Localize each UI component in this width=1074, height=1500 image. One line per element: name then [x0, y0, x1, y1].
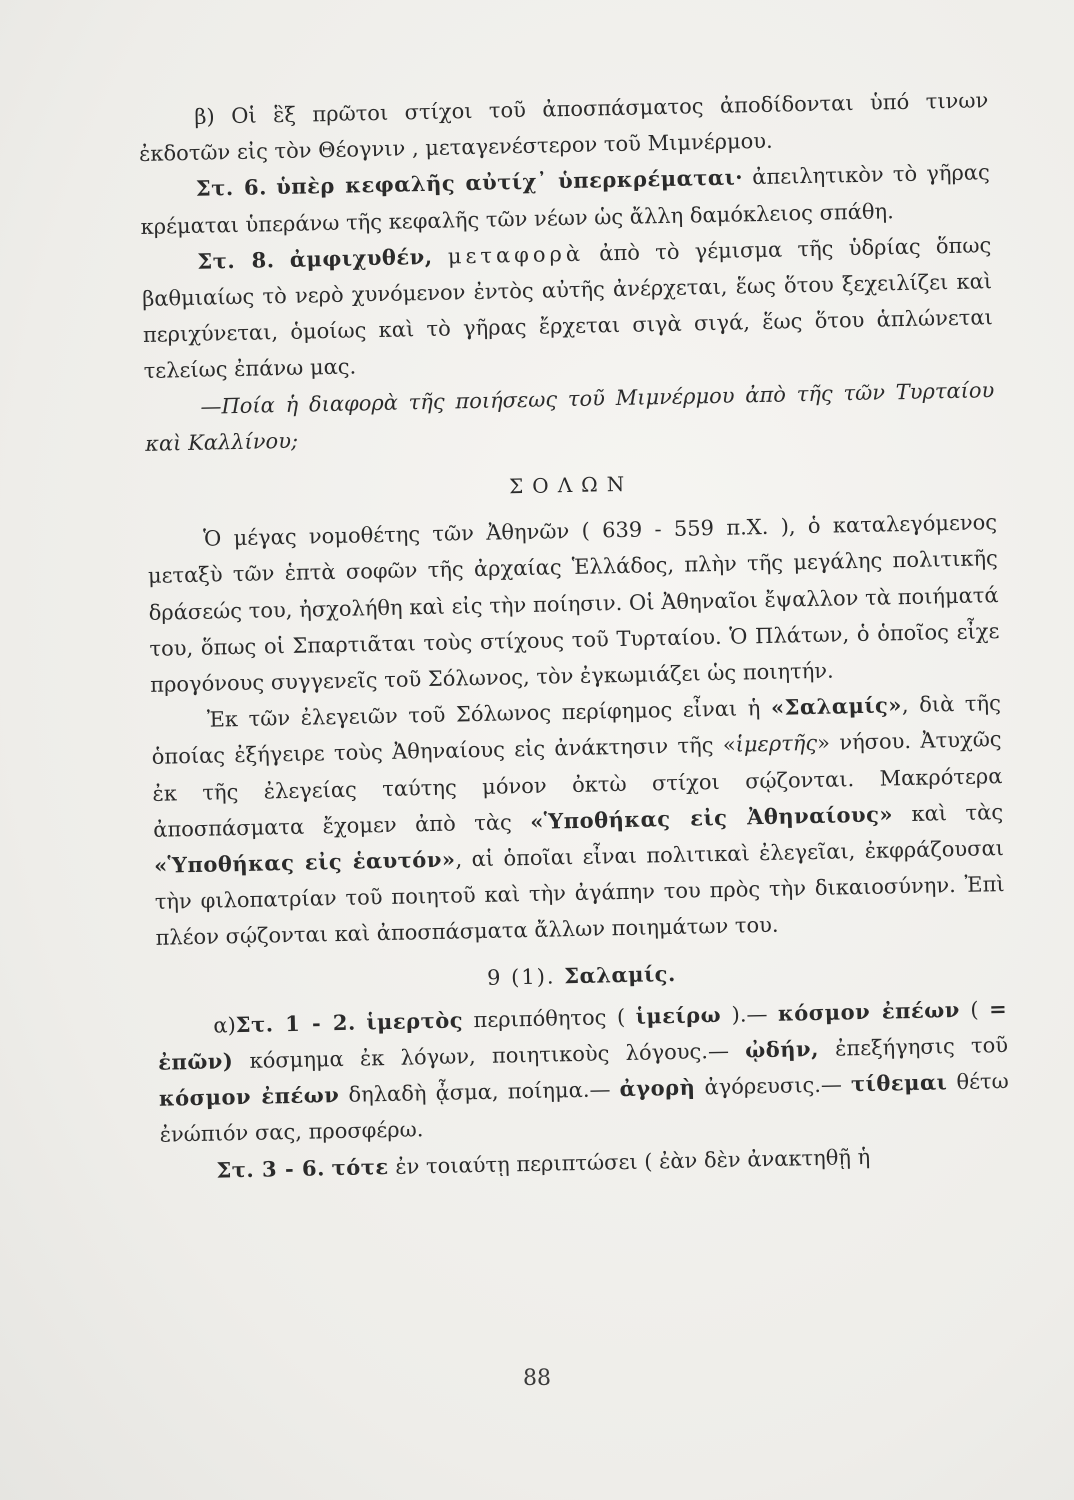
elegies-text-a: Ἐκ τῶν ἐλεγειῶν τοῦ Σόλωνος περίφημος εἶναι ἡ: [206, 696, 761, 732]
title-hypothekai-self: «Ὑποθήκας εἰς ἑαυτόν»: [153, 846, 456, 878]
question-text: —Ποία ἡ διαφορὰ τῆς ποιήσεως τοῦ Μιμνέρμου ἀπὸ τῆς τῶν Τυρταίου καὶ Καλλίνου;: [144, 377, 995, 456]
paragraph-line-8: [141, 227, 994, 390]
lemma: τίθεμαι: [850, 1069, 948, 1097]
intro-text: Ὁ μέγας νομοθέτης τῶν Ἀθηνῶν ( 639 - 559 π.Χ. ), ὁ καταλεγόμενος μεταξὺ τῶν ἑπτὰ σοφῶν τῆς ἀρχαίας Ἑλλάδος, πλὴν τῆς μεγάλης πολιτικῆς δράσεώς του, ἠσχολήθη καὶ εἰς τὴν ποίησιν. Οἱ Ἀθηναῖοι ἔψαλλον τὰ ποιήματά του, ὅπως οἱ Σπαρτιᾶται τοὺς στίχους τοῦ Τυρταίου. Ὁ Πλάτων, ὁ ὁποῖος εἶχε προγόνους συγγενεῖς τοῦ Σόλωνος, τὸν ἐγκωμιάζει ὡς ποιητήν.: [147, 510, 1000, 697]
page-text: [138, 82, 1011, 1189]
line-ref: Στ. 1 - 2.: [235, 1009, 357, 1038]
title-salamis: «Σαλαμίς»: [770, 692, 903, 721]
page-number: 88: [523, 1366, 551, 1391]
gloss-text: ἐπεξήγησις τοῦ: [834, 1033, 1009, 1061]
lemma: ἱμείρω: [635, 1001, 722, 1029]
paragraph-lines-1-2: [157, 991, 1010, 1154]
gloss-text: (: [970, 997, 979, 1022]
gloss-text: ἀγόρευσις.—: [704, 1072, 843, 1100]
gloss-text: ἀπὸ τὸ γέμισμα τῆς ὑδρίας ὅπως βαθμιαίως τὸ νερὸ χυνόμενον ἐντὸς αὐτῆς ἀνέρχεται, ἕως ὅτου ξεχειλίζει καὶ περιχύνεται, ὁμοίως καὶ τὸ γῆρας ἔρχεται σιγὰ σιγά, ἕως ὅτου ἁπλώνεται τελείως ἐπάνω μας.: [141, 232, 993, 384]
paragraph-elegies: [151, 685, 1006, 956]
elegies-text-b: , διὰ τῆς ὁποίας ἐξήγειρε τοὺς Ἀθηναίους εἰς ἀνάκτησιν τῆς «: [151, 691, 1002, 770]
gloss-text: θέτω ἐνώπιόν σας, προσφέρω.: [159, 1069, 1009, 1148]
fragment-number: 9 (1).: [486, 964, 556, 990]
lemma: = ἐπῶν): [157, 995, 1008, 1075]
note-b-text: β) Οἱ ἓξ πρῶτοι στίχοι τοῦ ἀποσπάσματος ἀποδίδονται ὑπό τινων ἐκδοτῶν εἰς τὸν Θέογνιν , μεταγενέστερον τοῦ Μιμνέρμου.: [138, 88, 989, 167]
lemma: τότε: [331, 1153, 389, 1180]
lemma: ἱμερτὸς: [366, 1007, 464, 1035]
gloss-text: κόσμημα ἐκ λόγων, ποιητικοὺς λόγους.—: [249, 1038, 730, 1073]
gloss-text: ).—: [731, 1001, 768, 1027]
word-imertis: ἱμερτῆς: [735, 731, 818, 758]
lemma: κόσμον ἐπέων: [777, 996, 961, 1026]
line-ref: Στ. 3 - 6.: [216, 1155, 326, 1183]
lemma: ἀμφιχυθέν,: [289, 243, 433, 272]
lemma: ᾠδήν,: [744, 1036, 820, 1063]
elegies-text-c: » νήσου. Ἀτυχῶς ἐκ τῆς ἐλεγείας ταύτης μόνον ὀκτὼ στίχοι σῴζονται. Μακρότερα ἀποσπάσματα ἔχομεν ἀπὸ τὰς: [152, 727, 1003, 842]
line-ref: Στ. 6.: [195, 174, 268, 202]
gloss-text: δηλαδὴ ᾆσμα, ποίημα.—: [348, 1077, 611, 1108]
lemma: ὑπὲρ κεφαλῆς αὐτίχ᾽ ὑπερκρέμαται·: [275, 164, 744, 200]
gloss-text: ἐν τοιαύτῃ περιπτώσει ( ἐὰν δὲν ἀνακτηθῇ ἡ: [395, 1144, 871, 1179]
gloss-text: περιπόθητος (: [473, 1004, 626, 1033]
elegies-text-e: , αἱ ὁποῖαι εἶναι πολιτικαὶ ἐλεγεῖαι, ἐκφράζουσαι τὴν φιλοπατρίαν τοῦ ποιητοῦ καὶ τὴν ἀγάπην του πρὸς τὴν δικαιοσύνην. Ἐπὶ πλέον σῴζονται καὶ ἀποσπάσματα ἄλλων ποιημάτων του.: [154, 836, 1005, 951]
lemma: ἀγορὴ: [619, 1074, 696, 1102]
gloss-text: ἀπειλητικὸν τὸ γῆρας κρέμαται ὑπεράνω τῆς κεφαλῆς τῶν νέων ὡς ἄλλη δαμόκλειος σπάθη.: [140, 160, 990, 239]
paragraph-solon-intro: [147, 504, 1001, 703]
fragment-title: Σαλαμίς.: [563, 960, 677, 988]
item-label: α): [213, 1013, 237, 1038]
spaced-word: μεταφορὰ: [447, 241, 585, 269]
line-ref: Στ. 8.: [197, 246, 275, 274]
elegies-text-d: καὶ τὰς: [911, 799, 1004, 826]
lemma: κόσμον ἐπέων: [158, 1082, 340, 1112]
title-hypothekai-athenians: «Ὑποθήκας εἰς Ἀθηναίους»: [529, 801, 894, 834]
section-heading: ΣΟΛΩΝ: [508, 471, 634, 499]
